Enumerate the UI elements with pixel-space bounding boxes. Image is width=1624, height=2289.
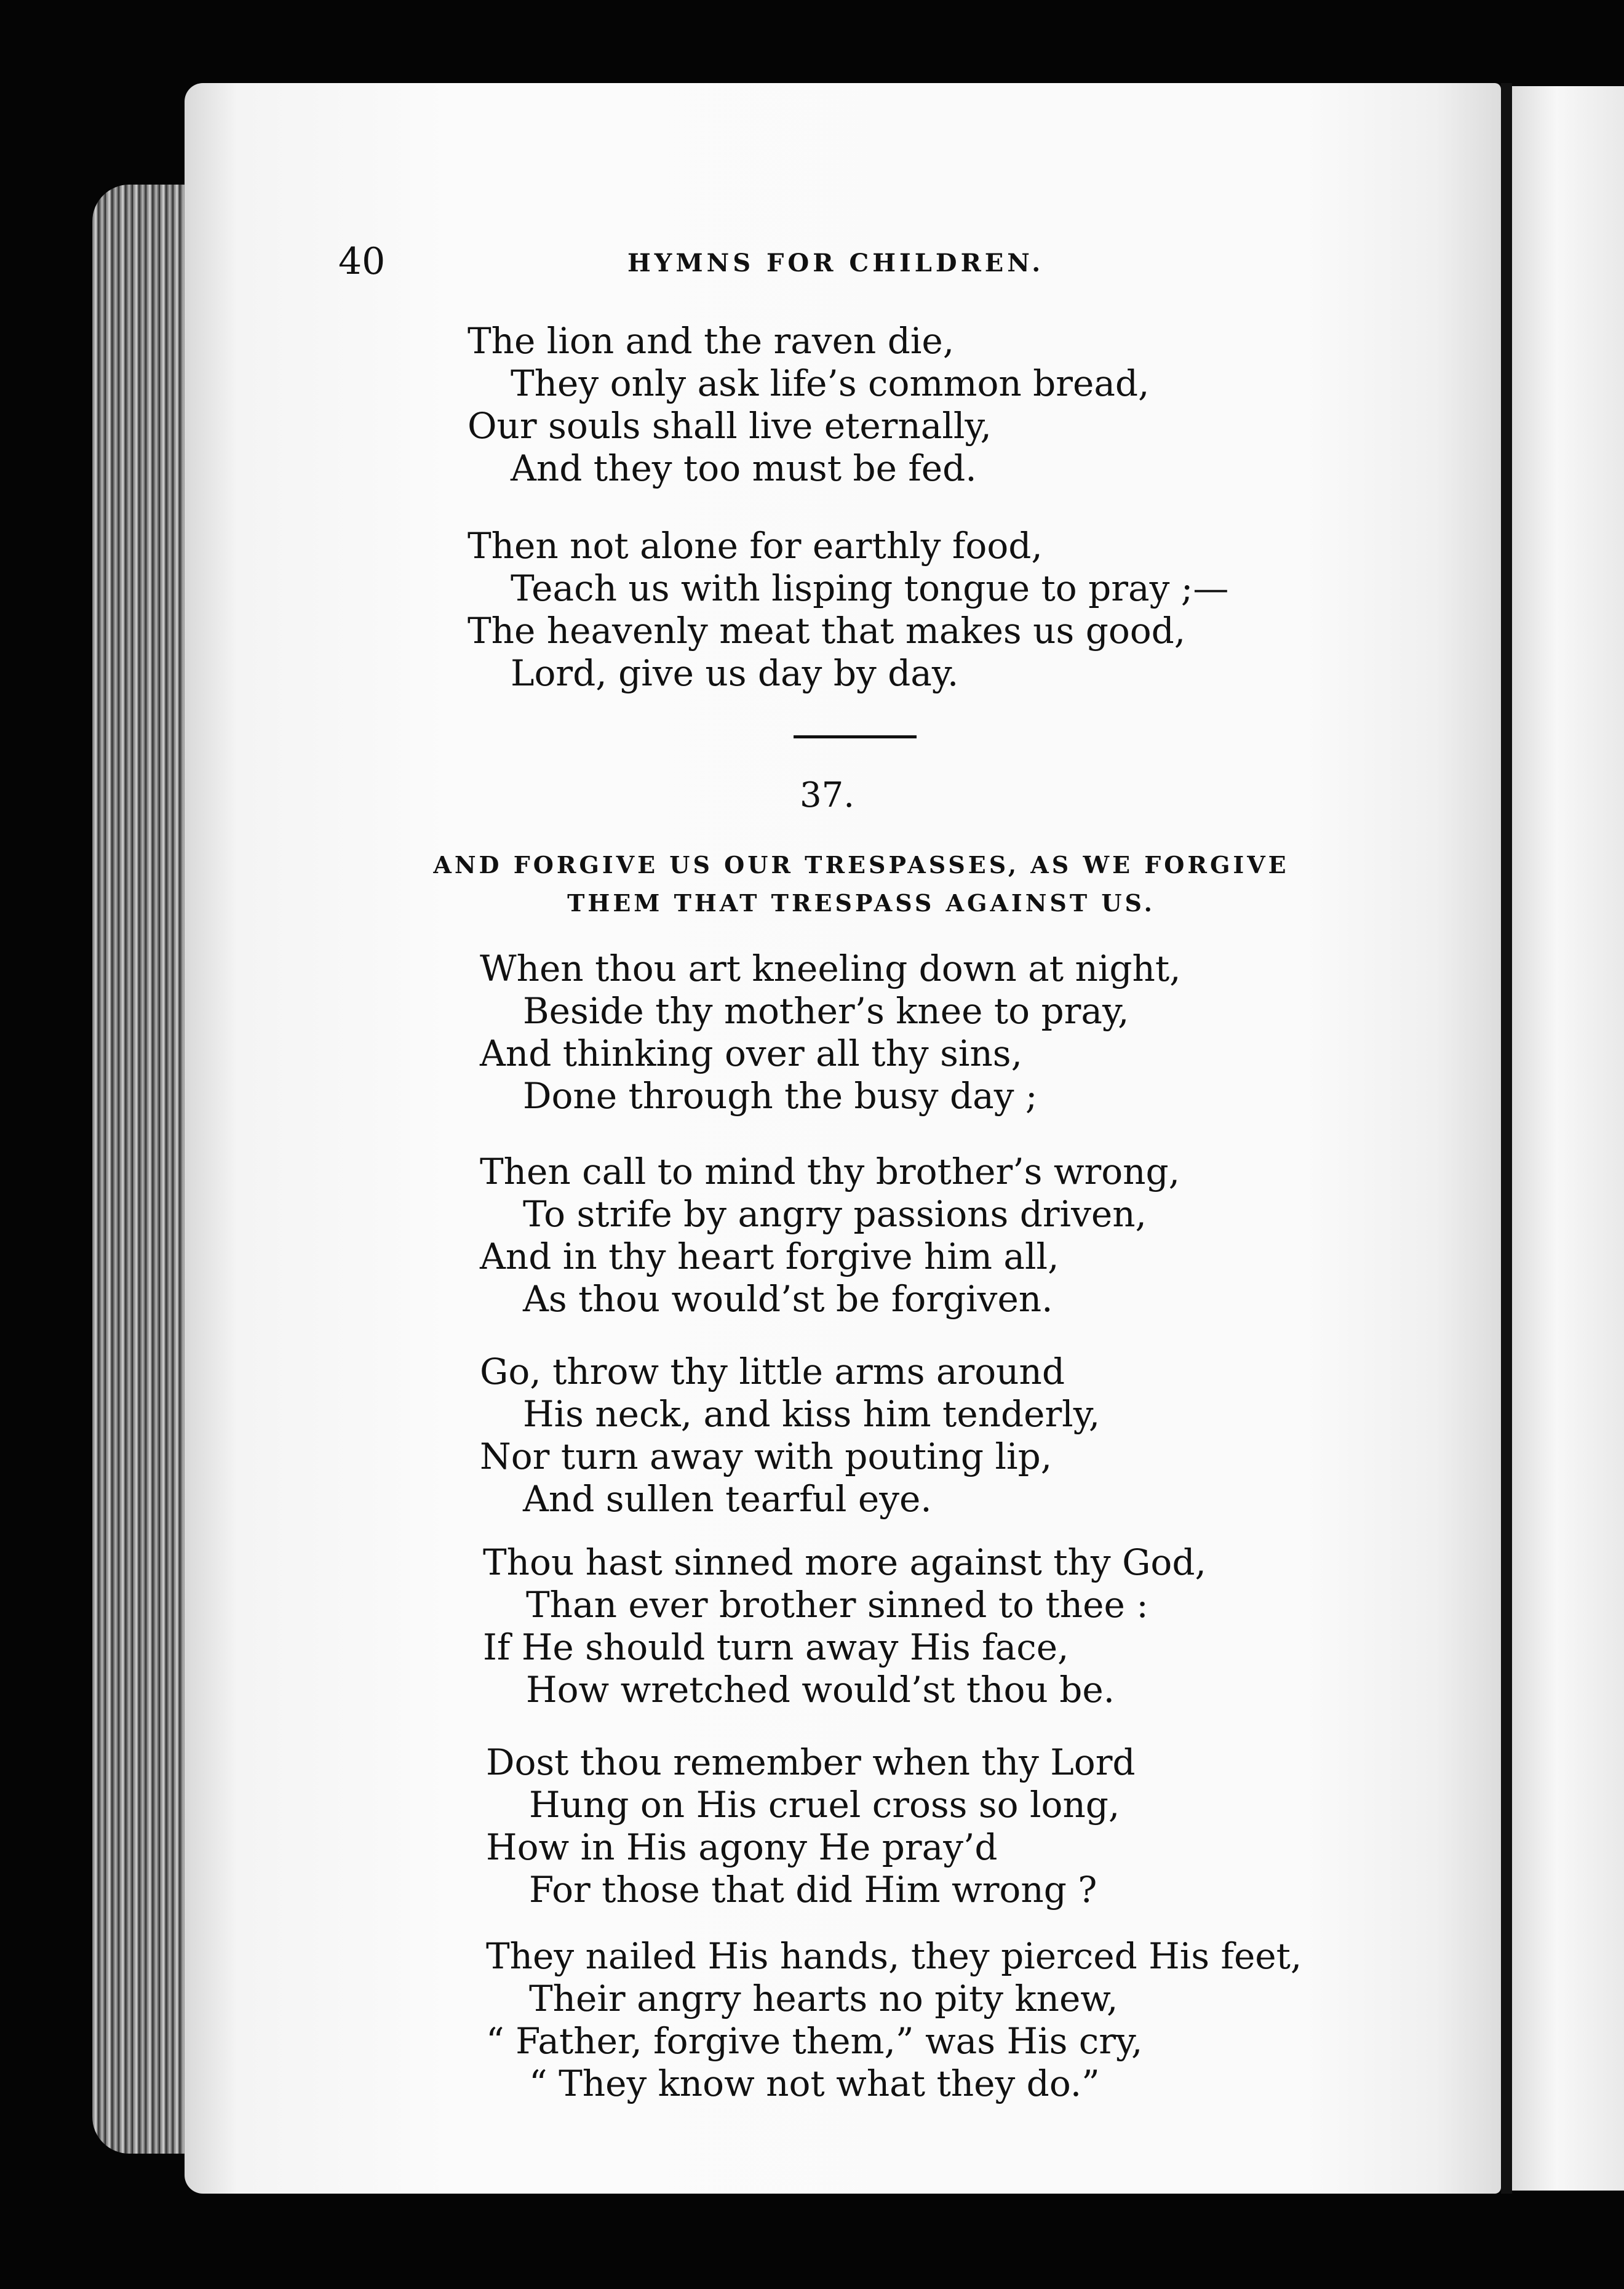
verse-line: Thou hast sinned more against thy God, [483,1541,1206,1583]
verse-line: Go, throw thy little arms around [480,1351,1065,1392]
running-title: HYMNS FOR CHILDREN. [627,249,1045,278]
verse-line: And in thy heart forgive him all, [480,1236,1059,1277]
stanza [486,1935,1302,2105]
verse-line: Done through the busy day ; [523,1075,1038,1117]
stanza [468,320,1149,490]
verse-line: The lion and the raven die, [468,320,955,362]
verse-line: And thinking over all thy sins, [480,1033,1023,1074]
book-gutter [1501,83,1512,2194]
section-divider [794,735,917,738]
verse-line: To strife by angry passions driven, [523,1193,1147,1235]
verse-line: Nor turn away with pouting lip, [480,1436,1053,1477]
hymn-title-line: THEM THAT TRESPASS AGAINST US. [567,889,1155,917]
hymn-number: 37. [800,775,855,815]
verse-line: And sullen tearful eye. [523,1478,932,1520]
verse-line: Their angry hearts no pity knew, [529,1978,1118,2019]
verse-line: “ Father, forgive them,” was His cry, [486,2020,1143,2062]
stanza [483,1541,1206,1711]
verse-line: How in His agony He pray’d [486,1826,998,1868]
verse-line: Teach us with lisping tongue to pray ;— [511,567,1229,609]
stanza [480,948,1181,1117]
verse-line: When thou art kneeling down at night, [480,948,1181,989]
facing-page-edge [1512,86,1624,2191]
verse-line: Lord, give us day by day. [511,652,959,694]
verse-line: His neck, and kiss him tenderly, [523,1393,1101,1435]
verse-line: If He should turn away His face, [483,1626,1069,1668]
verse-line: How wretched would’st thou be. [526,1669,1115,1711]
verse-line: The heavenly meat that makes us good, [468,610,1186,652]
verse-line: Our souls shall live eternally, [468,405,992,447]
page-header [338,240,1187,289]
verse-line: And they too must be fed. [511,447,977,489]
stanza [486,1741,1136,1911]
verse-line: They nailed His hands, they pierced His feet, [486,1935,1302,1977]
hymn-title [394,846,1329,922]
verse-line: Dost thou remember when thy Lord [486,1741,1136,1783]
verse-line: Beside thy mother’s knee to pray, [523,990,1129,1032]
verse-line: They only ask life’s common bread, [511,362,1150,404]
stanza [480,1351,1100,1520]
stanza [480,1151,1180,1320]
stanza [468,525,1228,695]
verse-line: For those that did Him wrong ? [529,1869,1097,1911]
verse-line: “ They know not what they do.” [529,2063,1100,2104]
verse-line: Then call to mind thy brother’s wrong, [480,1151,1180,1192]
verse-line: Hung on His cruel cross so long, [529,1784,1120,1826]
page-number: 40 [338,240,386,283]
verse-line: As thou would’st be forgiven. [523,1278,1053,1320]
hymn-title-line: AND FORGIVE US OUR TRESPASSES, AS WE FORGIVE [433,851,1289,879]
verse-line: Then not alone for earthly food, [468,525,1043,567]
verse-line: Than ever brother sinned to thee : [526,1584,1148,1626]
